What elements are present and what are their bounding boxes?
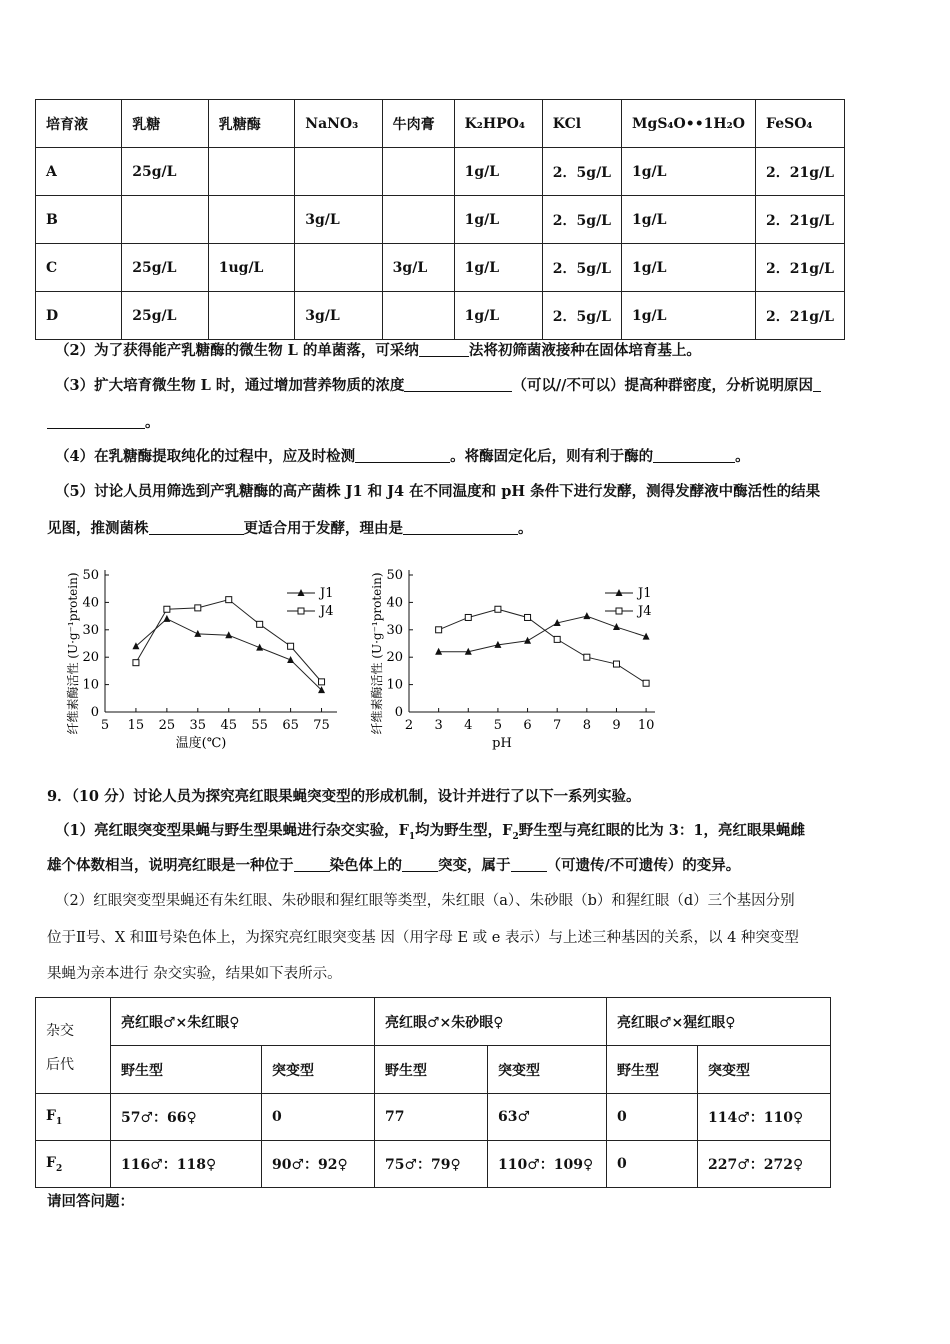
generation-label — [36, 1094, 111, 1141]
legend-marker — [616, 608, 622, 614]
table-cell: 3g/L — [382, 244, 454, 292]
header-cell: K₂HPO₄ — [454, 100, 542, 148]
q9-p1-text-f: 突变，属于 — [438, 857, 511, 874]
table-cell: 116♂：118♀ — [111, 1141, 262, 1188]
answer-blank — [419, 342, 469, 357]
cross-header: 亮红眼♂×猩红眼♀ — [607, 998, 831, 1046]
q4-text: （4）在乳糖酶提取纯化的过程中，应及时检测 — [55, 448, 356, 465]
data-point-j4 — [643, 680, 649, 686]
table-cell: 25g/L — [122, 244, 208, 292]
y-tick-label: 30 — [82, 622, 99, 638]
x-tick-label: 6 — [523, 718, 532, 733]
x-tick-label: 25 — [158, 718, 176, 733]
answer-blank — [402, 857, 438, 872]
data-point-j1 — [163, 615, 170, 622]
question-2 — [55, 341, 701, 361]
table-cell — [382, 292, 454, 340]
x-tick-label: 45 — [220, 718, 238, 733]
table-cell: 90♂：92♀ — [262, 1141, 375, 1188]
header-cell: KCl — [542, 100, 621, 148]
question-9-part-2-line2: 位于Ⅱ号、X 和Ⅲ号染色体上，为探究亮红眼突变基 因（用字母 E 或 e 表示）与上述三种基因的关系，以 4 种突变型 — [47, 930, 799, 946]
generation-subscript: 2 — [55, 1163, 63, 1174]
generation-text: F — [46, 1107, 56, 1124]
table-cell: 1g/L — [454, 292, 542, 340]
table-cell: 227♂：272♀ — [698, 1141, 831, 1188]
question-3-continued — [47, 413, 160, 433]
x-tick-label: 65 — [282, 718, 299, 733]
cross-header: 亮红眼♂×朱红眼♀ — [111, 998, 375, 1046]
table-cell: 1g/L — [454, 196, 542, 244]
table-cell: 1ug/L — [208, 244, 295, 292]
x-tick-label: 15 — [127, 718, 145, 733]
q9-subscript: 2 — [512, 831, 519, 842]
legend-label: J1 — [638, 586, 652, 601]
table-cell: 110♂：109♀ — [488, 1141, 607, 1188]
corner-cell — [36, 998, 111, 1094]
q4-text-end: 。 — [735, 448, 750, 465]
table-cell: 1g/L — [622, 148, 756, 196]
chart-2 — [369, 568, 655, 751]
answer-blank — [294, 857, 330, 872]
y-tick-label: 10 — [386, 677, 403, 693]
table-cell: B — [36, 196, 122, 244]
table-row — [36, 196, 845, 244]
table-cell: 25g/L — [122, 292, 208, 340]
legend-label: J1 — [320, 586, 334, 601]
y-tick-label: 30 — [386, 622, 403, 638]
closing-text: 请回答问题： — [47, 1193, 134, 1210]
data-point-j4 — [319, 679, 325, 685]
y-tick-label: 20 — [82, 650, 99, 666]
q5-text: （5）讨论人员用筛选到产乳糖酶的高产菌株 J1 和 J4 在不同温度和 pH 条件下进行发酵，测得发酵液中酶活性的结果 — [55, 483, 821, 500]
q5-text-end: 。 — [518, 520, 533, 537]
table-cell — [382, 196, 454, 244]
data-point-j4 — [495, 606, 501, 612]
cross-table-header — [36, 998, 831, 1046]
y-tick-label: 40 — [82, 595, 99, 611]
x-tick-label: 10 — [637, 718, 655, 733]
table-cell: 25g/L — [122, 148, 208, 196]
data-point-j4 — [195, 605, 201, 611]
table-cell: 2．5g/L — [542, 196, 621, 244]
chart-1 — [65, 568, 337, 751]
phenotype-cell: 突变型 — [488, 1046, 607, 1094]
question-9-intro: 9．（10 分）讨论人员为探究亮红眼果蝇突变型的形成机制，设计并进行了以下一系列实验。 — [47, 788, 641, 805]
phenotype-cell: 野生型 — [375, 1046, 488, 1094]
q9-p1-text-b: 均为野生型，F — [415, 822, 513, 839]
table-cell: 0 — [607, 1094, 698, 1141]
data-point-j4 — [226, 597, 232, 603]
data-point-j1 — [524, 637, 531, 644]
table-cell: 2．21g/L — [756, 196, 845, 244]
question-4 — [55, 447, 750, 467]
y-tick-label: 10 — [82, 677, 99, 693]
generation-label — [36, 1141, 111, 1188]
question-5 — [55, 482, 820, 502]
q3-text: （3）扩大培育微生物 L 时，通过增加营养物质的浓度 — [55, 377, 405, 394]
data-point-j4 — [554, 636, 560, 642]
q3-text-end: 。 — [145, 414, 160, 431]
x-tick-label: 9 — [612, 718, 621, 733]
header-cell: 牛肉膏 — [382, 100, 454, 148]
x-tick-label: 3 — [434, 718, 443, 733]
table-cell — [382, 148, 454, 196]
q9-p1-text-g: （可遗传/不可遗传）的变异。 — [546, 857, 741, 874]
x-tick-label: 5 — [100, 718, 110, 733]
answer-blank — [653, 448, 735, 463]
data-point-j4 — [257, 621, 263, 627]
header-cell: MgS₄O••1H₂O — [622, 100, 756, 148]
table-cell: 2．5g/L — [542, 244, 621, 292]
answer-blank — [403, 520, 518, 535]
table-cell: 1g/L — [454, 244, 542, 292]
header-cell: 乳糖 — [122, 100, 208, 148]
x-tick-label: 8 — [582, 718, 591, 733]
enzyme-activity-charts — [60, 560, 680, 755]
table-cell — [208, 196, 295, 244]
phenotype-cell: 突变型 — [262, 1046, 375, 1094]
header-cell: 培育液 — [36, 100, 122, 148]
question-3 — [55, 376, 821, 396]
answer-blank — [404, 377, 512, 392]
x-tick-label: 7 — [553, 718, 562, 733]
answer-blank — [47, 414, 145, 429]
question-5-continued — [47, 519, 533, 539]
phenotype-header — [36, 1046, 831, 1094]
x-tick-label: 4 — [464, 718, 473, 733]
header-cell: FeSO₄ — [756, 100, 845, 148]
table-cell: 1g/L — [622, 292, 756, 340]
q2-text: （2）为了获得能产乳糖酶的微生物 L 的单菌落，可采纳 — [55, 342, 419, 359]
table-cell — [295, 244, 382, 292]
table-row — [36, 292, 845, 340]
table-cell: 77 — [375, 1094, 488, 1141]
data-point-j4 — [164, 606, 170, 612]
table-cell: 2．21g/L — [756, 244, 845, 292]
x-tick-label: 5 — [493, 718, 503, 733]
table-row — [36, 1094, 831, 1141]
generation-subscript: 1 — [55, 1116, 63, 1127]
header-cell: 乳糖酶 — [208, 100, 295, 148]
data-point-j1 — [435, 648, 442, 655]
q4-text-mid: 。将酶固定化后，则有利于酶的 — [450, 448, 654, 465]
table-cell: 2．21g/L — [756, 148, 845, 196]
data-point-j1 — [194, 630, 201, 637]
x-axis-label: pH — [492, 736, 512, 751]
q5-text-c: 更适合用于发酵，理由是 — [243, 520, 403, 537]
phenotype-cell: 野生型 — [607, 1046, 698, 1094]
y-tick-label: 0 — [90, 705, 99, 720]
table-cell: C — [36, 244, 122, 292]
table-cell: 3g/L — [295, 292, 382, 340]
q2-text-end: 法将初筛菌液接种在固体培育基上。 — [468, 342, 701, 359]
medium-table-header — [36, 100, 845, 148]
answer-blank — [813, 377, 821, 392]
y-tick-label: 20 — [386, 650, 403, 666]
table-row — [36, 1141, 831, 1188]
table-cell — [122, 196, 208, 244]
q9-p1-text-d: 雄个体数相当，说明亮红眼是一种位于 — [47, 857, 294, 874]
data-point-j4 — [288, 643, 294, 649]
x-tick-label: 2 — [404, 718, 414, 733]
table-cell: 2．21g/L — [756, 292, 845, 340]
legend-marker — [298, 608, 304, 614]
question-9-part-2: （2）红眼突变型果蝇还有朱红眼、朱砂眼和猩红眼等类型，朱红眼（a）、朱砂眼（b）和猩红眼（d）三个基因分别 — [55, 893, 795, 909]
data-point-j1 — [132, 642, 139, 649]
data-point-j1 — [583, 612, 590, 619]
data-point-j4 — [613, 661, 619, 667]
legend-label: J4 — [638, 604, 652, 619]
phenotype-cell: 野生型 — [111, 1046, 262, 1094]
table-cell: 3g/L — [295, 196, 382, 244]
table-cell: D — [36, 292, 122, 340]
q5-text-b: 见图，推测菌株 — [47, 520, 149, 537]
question-9-part-2-line3: 果蝇为亲本进行 杂交实验，结果如下表所示。 — [47, 966, 342, 982]
x-axis-label: 温度(℃) — [175, 736, 227, 751]
question-9-part-1-continued — [47, 856, 740, 876]
table-cell: 1g/L — [454, 148, 542, 196]
y-tick-label: 40 — [386, 595, 403, 611]
x-tick-label: 75 — [313, 718, 330, 733]
table-cell — [295, 148, 382, 196]
q9-p1-text-c: 野生型与亮红眼的比为 3：1，亮红眼果蝇雌 — [518, 822, 805, 839]
answer-blank — [149, 520, 244, 535]
y-axis-label: 纤维素酶活性 (U·g⁻¹protein) — [370, 572, 384, 735]
data-point-j4 — [436, 627, 442, 633]
table-row — [36, 244, 845, 292]
table-cell: 63♂ — [488, 1094, 607, 1141]
question-9-part-1 — [55, 821, 805, 847]
table-cell: A — [36, 148, 122, 196]
table-cell: 114♂：110♀ — [698, 1094, 831, 1141]
data-point-j4 — [465, 614, 471, 620]
y-axis-label: 纤维素酶活性 (U·g⁻¹protein) — [66, 572, 80, 735]
table-row — [36, 148, 845, 196]
q3-text-mid: （可以//不可以）提高种群密度，分析说明原因 — [512, 377, 813, 394]
medium-table — [35, 99, 845, 340]
cross-results-table — [35, 997, 831, 1188]
table-cell: 2．5g/L — [542, 292, 621, 340]
generation-text: F — [46, 1154, 56, 1171]
data-point-j4 — [525, 614, 531, 620]
x-tick-label: 55 — [251, 718, 268, 733]
series-line-j1 — [439, 616, 646, 652]
series-line-j1 — [136, 619, 322, 690]
legend-label: J4 — [320, 604, 334, 619]
y-tick-label: 50 — [82, 568, 99, 583]
answer-blank — [355, 448, 450, 463]
table-cell — [208, 148, 295, 196]
y-tick-label: 50 — [386, 568, 403, 583]
corner-line: 杂交 — [46, 1022, 74, 1039]
table-cell: 2．5g/L — [542, 148, 621, 196]
cross-header: 亮红眼♂×朱砂眼♀ — [375, 998, 607, 1046]
table-cell: 1g/L — [622, 244, 756, 292]
q9-p1-text: （1）亮红眼突变型果蝇与野生型果蝇进行杂交实验，F — [55, 822, 409, 839]
table-cell: 1g/L — [622, 196, 756, 244]
table-cell: 75♂：79♀ — [375, 1141, 488, 1188]
q9-subscript: 1 — [408, 831, 416, 842]
x-tick-label: 35 — [189, 718, 207, 733]
table-cell — [208, 292, 295, 340]
data-point-j4 — [133, 660, 139, 666]
y-tick-label: 0 — [394, 705, 403, 720]
phenotype-cell: 突变型 — [698, 1046, 831, 1094]
answer-blank — [511, 857, 547, 872]
table-cell: 57♂：66♀ — [111, 1094, 262, 1141]
table-cell: 0 — [607, 1141, 698, 1188]
data-point-j4 — [584, 654, 590, 660]
header-cell: NaNO₃ — [295, 100, 382, 148]
corner-line: 后代 — [46, 1056, 74, 1073]
q9-p1-text-e: 染色体上的 — [329, 857, 402, 874]
table-cell: 0 — [262, 1094, 375, 1141]
